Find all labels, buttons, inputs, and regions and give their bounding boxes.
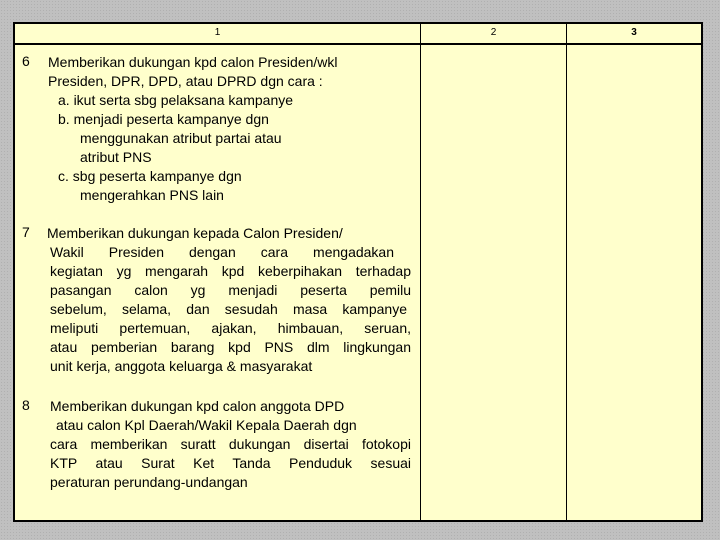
text-line: mengerahkan PNS lain [80,187,224,203]
text-line: Memberikan dukungan kpd calon anggota DPD [50,398,345,414]
text-line: kegiatan yg mengarah kpd keberpihakan terhadap [50,263,411,279]
text-line: Presiden, DPR, DPD, atau DPRD dgn cara : [48,73,323,89]
text-line: a. ikut serta sbg pelaksana kampanye [58,92,294,108]
text-line: cara memberikan suratt dukungan disertai fotokopi [50,436,411,452]
document-table [13,22,703,522]
text-line: peraturan perundang-undangan [50,474,248,490]
column-divider-2 [566,24,567,520]
text-line: unit kerja, anggota keluarga & masyarakat [50,358,313,374]
item-text-8 [50,397,411,492]
text-line: atribut PNS [80,149,152,165]
header-col-2: 2 [490,27,497,38]
text-line: menggunakan atribut partai atau [80,130,282,146]
text-line: Wakil Presiden dengan cara mengadakan [50,244,394,260]
header-col-3: 3 [631,27,637,38]
item-number-6: 6 [22,53,30,69]
text-line: b. menjadi peserta kampanye dgn [58,111,269,127]
text-line: pasangan calon yg menjadi peserta pemilu [50,282,411,298]
item-number-7: 7 [22,224,30,240]
text-line: Memberikan dukungan kpd calon Presiden/wkl [48,54,338,70]
text-line: atau pemberian barang kpd PNS dlm lingkungan [50,339,411,355]
text-line: meliputi pertemuan, ajakan, himbauan, seruan, [50,320,411,336]
text-line: c. sbg peserta kampanye dgn [58,168,242,184]
text-line: atau calon Kpl Daerah/Wakil Kepala Daerah dgn [56,417,357,433]
text-line: sebelum, selama, dan sesudah masa kampanye [50,301,407,317]
item-text-7 [47,224,411,376]
header-divider [15,43,701,45]
item-number-8: 8 [22,397,30,413]
header-col-1: 1 [214,27,221,38]
column-divider-1 [420,24,421,520]
text-line: Memberikan dukungan kepada Calon Presiden/ [47,225,343,241]
item-text-6 [48,53,338,205]
text-line: KTP atau Surat Ket Tanda Penduduk sesuai [50,455,411,471]
